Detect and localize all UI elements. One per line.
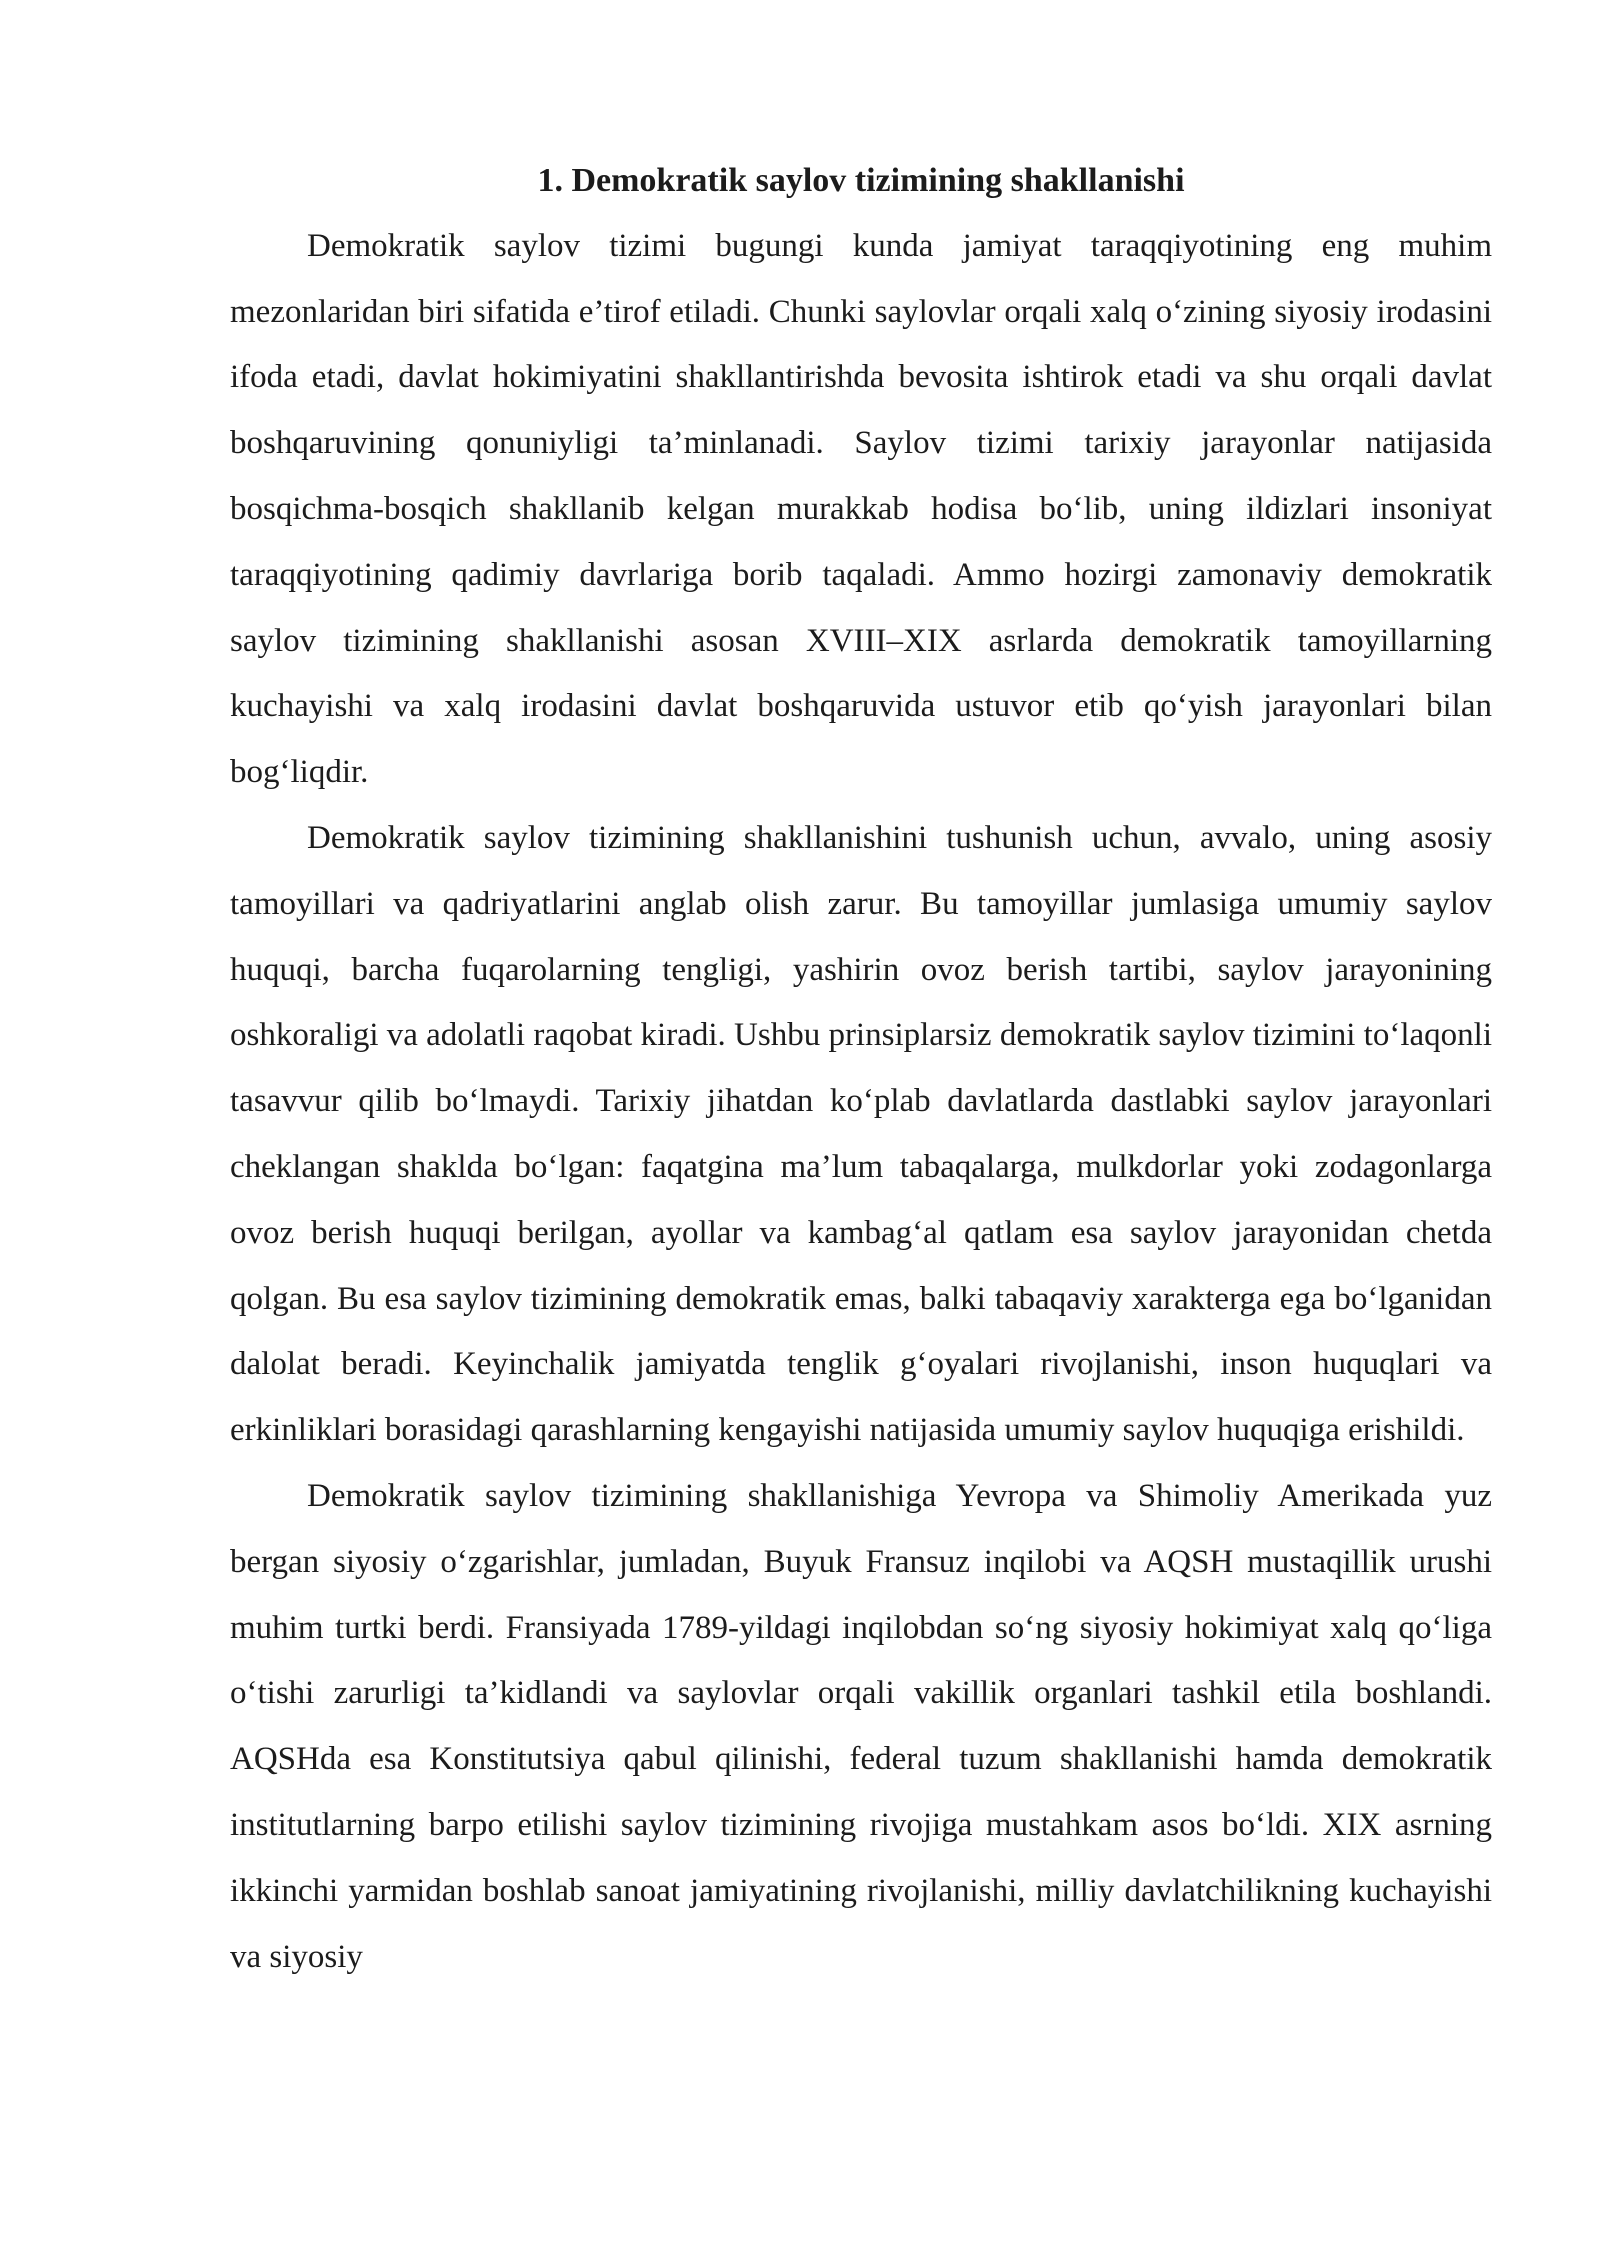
section-title: 1. Demokratik saylov tizimining shakllanishi bbox=[537, 162, 1185, 199]
paragraph-3: Demokratik saylov tizimining shakllanishiga Yevropa va Shimoliy Amerikada yuz bergan siyosiy o‘zgarishlar, jumladan, Buyuk Fransuz inqilobi va AQSH mustaqillik urushi muhim turtki berdi. Fransiyada 1789-yildagi inqilobdan so‘ng siyosiy hokimiyat xalq qo‘liga o‘tishi zarurligi ta’kidlandi va saylovlar orqali vakillik organlari tashkil etila boshlandi. AQSHda esa Konstitutsiya qabul qilinishi, federal tuzum shakllanishi hamda demokratik institutlarning barpo etilishi saylov tizimining rivojiga mustahkam asos bo‘ldi. XIX asrning ikkinchi yarmidan boshlab sanoat jamiyatining rivojlanishi, milliy davlatchilikning kuchayishi va siyosiy bbox=[230, 1477, 1492, 1975]
document-page bbox=[230, 148, 1492, 1990]
paragraph-2: Demokratik saylov tizimining shakllanishini tushunish uchun, avvalo, uning asosiy tamoyillari va qadriyatlarini anglab olish zarur. Bu tamoyillar jumlasiga umumiy saylov huquqi, barcha fuqarolarning tengligi, yashirin ovoz berish tartibi, saylov jarayonining oshkoraligi va adolatli raqobat kiradi. Ushbu prinsiplarsiz demokratik saylov tizimini to‘laqonli tasavvur qilib bo‘lmaydi. Tarixiy jihatdan ko‘plab davlatlarda dastlabki saylov jarayonlari cheklangan shaklda bo‘lgan: faqatgina ma’lum tabaqalarga, mulkdorlar yoki zodagonlarga ovoz berish huquqi berilgan, ayollar va kambag‘al qatlam esa saylov jarayonidan chetda qolgan. Bu esa saylov tizimining demokratik emas, balki tabaqaviy xarakterga ega bo‘lganidan dalolat beradi. Keyinchalik jamiyatda tenglik g‘oyalari rivojlanishi, inson huquqlari va erkinliklari borasidagi qarashlarning kengayishi natijasida umumiy saylov huquqiga erishildi. bbox=[230, 819, 1492, 1449]
paragraph-1: Demokratik saylov tizimi bugungi kunda jamiyat taraqqiyotining eng muhim mezonlaridan biri sifatida e’tirof etiladi. Chunki saylovlar orqali xalq o‘zining siyosiy irodasini ifoda etadi, davlat hokimiyatini shakllantirishda bevosita ishtirok etadi va shu orqali davlat boshqaruvining qonuniyligi ta’minlanadi. Saylov tizimi tarixiy jarayonlar natijasida bosqichma-bosqich shakllanib kelgan murakkab hodisa bo‘lib, uning ildizlari insoniyat taraqqiyotining qadimiy davrlariga borib taqaladi. Ammo hozirgi zamonaviy demokratik saylov tizimining shakllanishi asosan XVIII–XIX asrlarda demokratik tamoyillarning kuchayishi va xalq irodasini davlat boshqaruvida ustuvor etib qo‘yish jarayonlari bilan bog‘liqdir. bbox=[230, 227, 1492, 791]
